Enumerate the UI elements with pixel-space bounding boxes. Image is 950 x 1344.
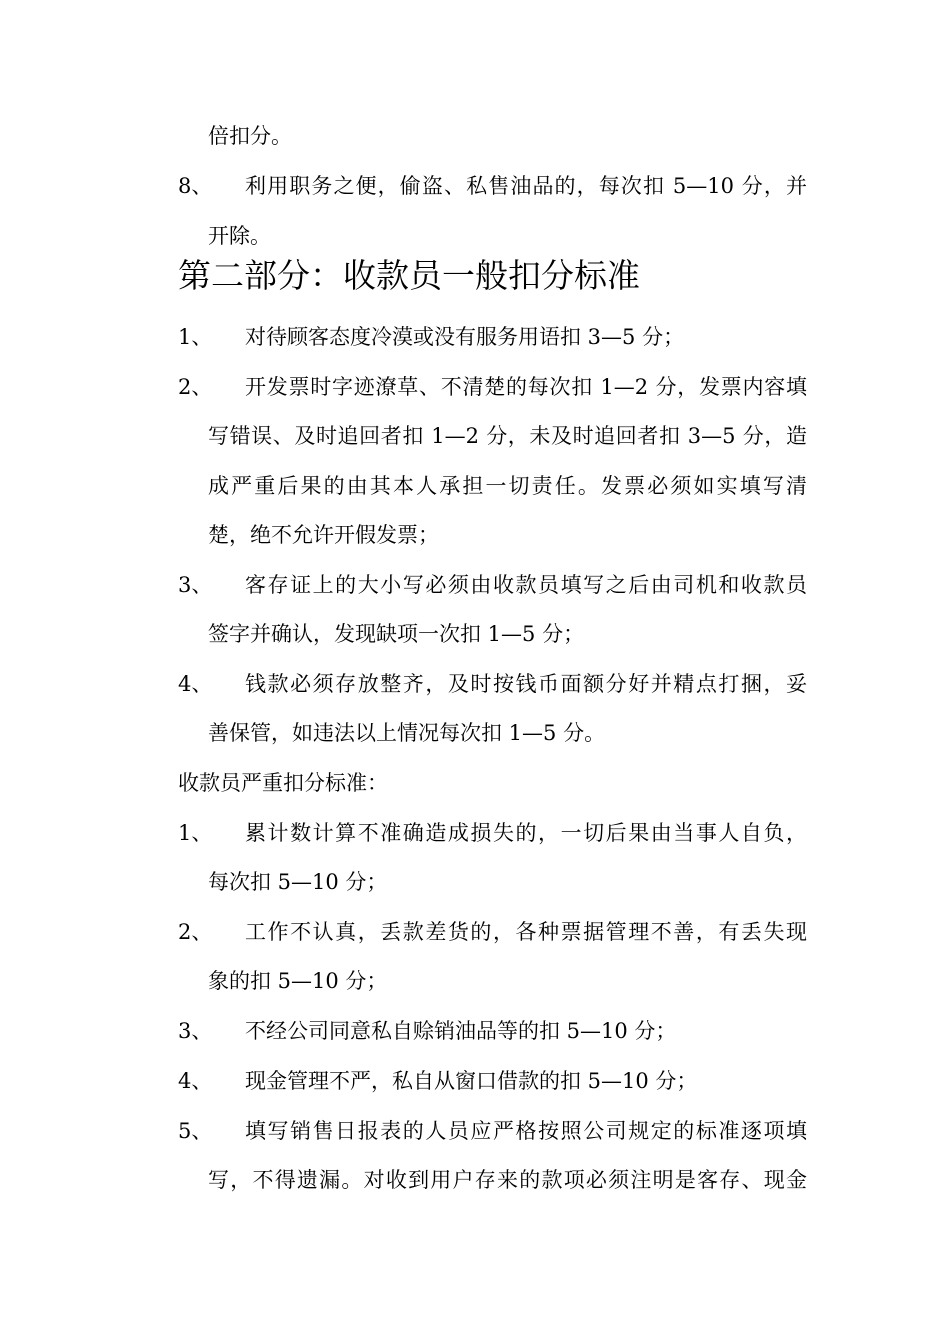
serious-title: 收款员严重扣分标准： bbox=[178, 771, 388, 795]
serious-item-2-line-1: 工作不认真，丢款差货的，各种票据管理不善，有丢失现 bbox=[245, 920, 807, 944]
serious-item-3-line-1: 不经公司同意私自赊销油品等的扣 5—10 分； bbox=[245, 1019, 677, 1043]
section-item-4-line-2: 善保管，如违法以上情况每次扣 1—5 分。 bbox=[208, 721, 606, 745]
serious-item-5-line-1: 填写销售日报表的人员应严格按照公司规定的标准逐项填 bbox=[245, 1119, 807, 1143]
item-8-number: 8、 bbox=[178, 174, 213, 198]
serious-item-4-line-1: 现金管理不严，私自从窗口借款的扣 5—10 分； bbox=[245, 1069, 698, 1093]
serious-item-2-number: 2、 bbox=[178, 920, 213, 944]
section-item-4-number: 4、 bbox=[178, 672, 213, 696]
serious-item-2-line-2: 象的扣 5—10 分； bbox=[208, 969, 388, 993]
section-item-3-line-1: 客存证上的大小写必须由收款员填写之后由司机和收款员 bbox=[245, 573, 807, 597]
section-heading: 第二部分：收款员一般扣分标准 bbox=[178, 256, 640, 295]
serious-item-5-number: 5、 bbox=[178, 1119, 213, 1143]
section-item-3-number: 3、 bbox=[178, 573, 213, 597]
serious-item-3-number: 3、 bbox=[178, 1019, 213, 1043]
serious-item-1-line-2: 每次扣 5—10 分； bbox=[208, 870, 388, 894]
item-8-line-1: 利用职务之便，偷盗、私售油品的，每次扣 5—10 分，并 bbox=[245, 174, 807, 198]
section-item-2-number: 2、 bbox=[178, 375, 213, 399]
section-item-3-line-2: 签字并确认，发现缺项一次扣 1—5 分； bbox=[208, 622, 585, 646]
serious-item-4-number: 4、 bbox=[178, 1069, 213, 1093]
section-item-1-number: 1、 bbox=[178, 325, 213, 349]
section-item-4-line-1: 钱款必须存放整齐，及时按钱币面额分好并精点打捆，妥 bbox=[245, 672, 807, 696]
section-item-2-line-4: 楚，绝不允许开假发票； bbox=[208, 523, 439, 547]
section-item-2-line-1: 开发票时字迹潦草、不清楚的每次扣 1—2 分，发票内容填 bbox=[245, 375, 807, 399]
serious-item-5-line-2: 写，不得遗漏。对收到用户存来的款项必须注明是客存、现金 bbox=[208, 1168, 807, 1192]
continued-text: 倍扣分。 bbox=[208, 124, 292, 148]
section-item-2-line-3: 成严重后果的由其本人承担一切责任。发票必须如实填写清 bbox=[208, 474, 807, 498]
serious-item-1-number: 1、 bbox=[178, 821, 213, 845]
section-item-1-line-1: 对待顾客态度冷漠或没有服务用语扣 3—5 分； bbox=[245, 325, 685, 349]
serious-item-1-line-1: 累计数计算不准确造成损失的，一切后果由当事人自负， bbox=[245, 821, 807, 845]
item-8-line-2: 开除。 bbox=[208, 224, 271, 248]
section-item-2-line-2: 写错误、及时追回者扣 1—2 分，未及时追回者扣 3—5 分，造 bbox=[208, 424, 807, 448]
